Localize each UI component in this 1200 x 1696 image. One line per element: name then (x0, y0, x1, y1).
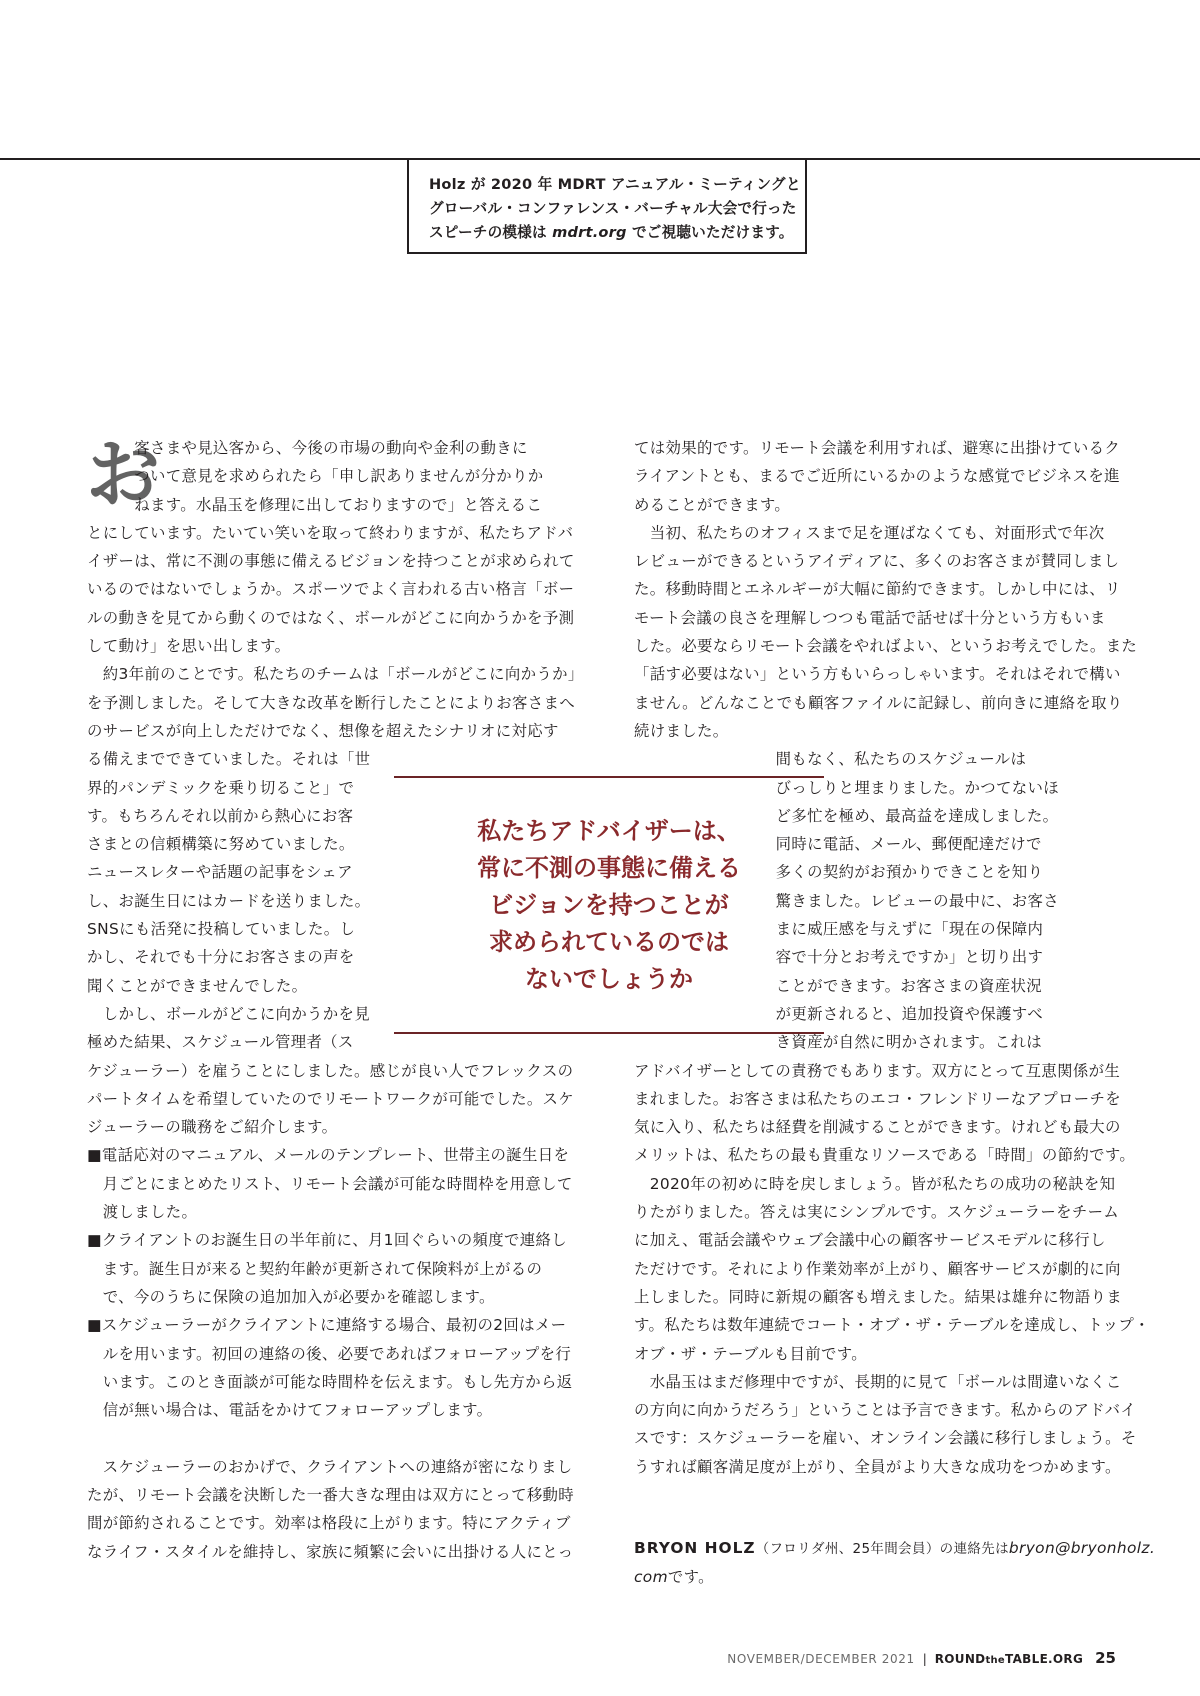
byline-suffix: です。 (667, 1568, 714, 1587)
body-text-line: 2020年の初めに時を戻しましょう。皆が私たちの成功の秘訣を知 (634, 1174, 1116, 1193)
page-number: 25 (1095, 1649, 1116, 1667)
body-text-line: ■電話応対のマニュアル、メールのテンプレート、世帯主の誕生日を (87, 1146, 570, 1165)
body-text-line: ついて意見を求められたら「申し訳ありませんが分かりか (87, 467, 544, 486)
author-email-part-1[interactable]: bryon@bryonholz. (1008, 1539, 1156, 1557)
body-text-line: とにしています。たいてい笑いを取って終わりますが、私たちアドバ (87, 523, 574, 542)
body-text-line: ねます。水晶玉を修理に出しておりますので」と答えるこ (87, 495, 543, 514)
body-text-line: 「話す必要はない」という方もいらっしゃいます。それはそれで構い (634, 665, 1121, 684)
issue-date: NOVEMBER/DECEMBER 2021 (727, 1652, 915, 1666)
body-text-line: き資産が自然に明かされます。これは (634, 1033, 1043, 1052)
body-text-line: ただけです。それにより作業効率が上がり、顧客サービスが劇的に向 (634, 1259, 1121, 1278)
body-text-line: SNSにも活発に投稿していました。し (87, 920, 356, 939)
body-text-line: す。私たちは数年連続でコート・オブ・ザ・テーブルを達成し、トップ・ (634, 1316, 1150, 1335)
body-text-line: オブ・ザ・テーブルも目前です。 (634, 1344, 868, 1363)
body-text-line: が更新されると、追加投資や保護すべ (634, 1004, 1043, 1023)
byline (634, 1534, 1154, 1592)
body-text-line: 多くの契約がお預かりできことを知り (634, 863, 1044, 882)
pull-quote-line: 常に不測の事態に備える (477, 853, 741, 882)
drop-cap: お (86, 432, 160, 518)
body-text-line: 続けました。 (634, 721, 729, 740)
body-text-line: 約3年前のことです。私たちのチームは「ボールがどこに向かうか」 (87, 665, 584, 684)
footer-separator: | (922, 1652, 927, 1666)
pull-quote-line: 求められているのでは (489, 927, 729, 956)
body-text-line: た。移動時間とエネルギーが大幅に節約できます。しかし中には、リ (634, 580, 1121, 599)
video-notice-box (407, 160, 807, 254)
body-text-line: 水晶玉はまだ修理中ですが、長期的に見て「ボールは間違いなくこ (634, 1372, 1122, 1391)
body-text-line: モート会議の良さを理解しつつも電話で話せば十分という方もいま (634, 608, 1106, 627)
body-text-line: のサービスが向上しただけでなく、想像を超えたシナリオに対応す (87, 721, 559, 740)
body-text-line: ルを用います。初回の連絡の後、必要であればフォローアップを行 (87, 1344, 572, 1363)
body-text-line: アドバイザーとしての責務でもあります。双方にとって互恵関係が生 (634, 1061, 1121, 1080)
body-text-line: ケジューラー）を雇うことにしました。感じが良い人でフレックスの (87, 1061, 574, 1080)
body-text-line: まれました。お客さまは私たちのエコ・フレンドリーなアプローチを (634, 1089, 1121, 1108)
body-text-line: なライフ・スタイルを維持し、家族に頻繁に会いに出掛ける人にとっ (87, 1542, 574, 1561)
body-text-line: うすれば顧客満足度が上がり、全員がより大きな成功をつかめます。 (634, 1457, 1121, 1476)
byline-line-1 (634, 1534, 1154, 1563)
body-text-line: びっしりと埋まりました。かつてないほ (634, 778, 1059, 797)
body-text-line: レビューができるというアイディアに、多くのお客さまが賛同しまし (634, 552, 1120, 571)
body-text-line: る備えまでできていました。それは「世 (87, 750, 371, 769)
body-text-line: して動け」を思い出します。 (87, 637, 291, 656)
body-text-line: ど多忙を極め、最高益を達成しました。 (634, 806, 1059, 825)
body-text-line: ■クライアントのお誕生日の半年前に、月1回ぐらいの頻度で連絡し (87, 1231, 567, 1250)
magazine-name-table: TABLE.ORG (1005, 1652, 1084, 1666)
body-text-line: ジューラーの職務をご紹介します。 (87, 1118, 338, 1137)
body-text-line: スケジューラーのおかげで、クライアントへの連絡が密になりまし (87, 1457, 573, 1476)
body-text-line: 間もなく、私たちのスケジュールは (634, 750, 1027, 769)
body-text-line: 当初、私たちのオフィスまで足を運ばなくても、対面形式で年次 (634, 523, 1105, 542)
body-text-line: かし、それでも十分にお客さまの声を (87, 948, 355, 967)
notice-line-1: Holz が 2020 年 MDRT アニュアル・ミーティングと (429, 176, 801, 193)
body-text-line: りたがりました。答えは実にシンプルです。スケジューラーをチーム (634, 1203, 1120, 1222)
body-text-line: 同時に電話、メール、郵便配達だけで (634, 835, 1042, 854)
author-email-part-2[interactable]: com (634, 1568, 668, 1587)
body-text-line: 極めた結果、スケジュール管理者（ス (87, 1033, 354, 1052)
pull-quote-line: ないでしょうか (525, 964, 693, 993)
body-text-line: ライアントとも、まるでご近所にいるかのような感覚でビジネスを進 (634, 467, 1120, 486)
page-footer (727, 1648, 1116, 1671)
body-text-line: パートタイムを希望していたのでリモートワークが可能でした。スケ (87, 1089, 575, 1108)
magazine-name-the: the (985, 1655, 1006, 1666)
body-text-line: まに威圧感を与えずに「現在の保障内 (634, 920, 1044, 939)
body-text-line: ては効果的です。リモート会議を利用すれば、避寒に出掛けているク (634, 439, 1121, 457)
body-text-line: ルの動きを見てから動くのではなく、ボールがどこに向かうかを予測 (87, 608, 575, 627)
body-text-line: 月ごとにまとめたリスト、リモート会議が可能な時間枠を用意して (87, 1174, 573, 1193)
magazine-name-round: ROUND (934, 1652, 986, 1666)
body-text-line: 上しました。同時に新規の顧客も増えました。結果は雄弁に物語りま (634, 1287, 1122, 1306)
notice-line-3-post: でご視聴いただけます。 (626, 224, 794, 241)
notice-url-link[interactable]: mdrt.org (552, 224, 627, 241)
body-text-line: 気に入り、私たちは経費を削減することができます。けれども最大の (634, 1118, 1121, 1137)
body-text-line: ことができます。お客さまの資産状況 (634, 976, 1043, 995)
body-text-line: 聞くことができませんでした。 (87, 976, 308, 995)
body-text-line: し、お誕生日にはカードを送りました。 (87, 891, 371, 910)
body-text-line: 容で十分とお考えですか」と切り出す (634, 948, 1044, 967)
byline-line-2 (634, 1563, 1154, 1591)
body-text-line: メリットは、私たちの最も貴重なリソースである「時間」の節約です。 (634, 1146, 1136, 1165)
body-text-line: 信が無い場合は、電話をかけてフォローアップします。 (87, 1401, 493, 1420)
notice-line-3-pre: スピーチの模様は (429, 224, 553, 241)
body-text-line: いるのではないでしょうか。スポーツでよく言われる古い格言「ボー (87, 580, 575, 599)
body-text-line: イザーは、常に不測の事態に備えるビジョンを持つことが求められて (87, 552, 575, 571)
author-detail: （フロリダ州、25年間会員）の連絡先は (755, 1541, 1009, 1557)
body-text-line: 客さまや見込客から、今後の市場の動向や金利の動きに (87, 439, 528, 457)
notice-line-3 (429, 221, 794, 245)
body-text-line: さまとの信頼構築に努めていました。 (87, 835, 355, 854)
body-text-line: で、今のうちに保険の追加加入が必要かを確認します。 (87, 1287, 495, 1306)
body-text-line: 界的パンデミックを乗り切ること」で (87, 778, 355, 797)
body-text-line: 驚きました。レビューの最中に、お客さ (634, 891, 1059, 910)
body-text-line: ません。どんなことでも顧客ファイルに記録し、前向きに連絡を取り (634, 693, 1123, 712)
body-text-line: 間が節約されることです。効率は格段に上がります。特にアクティブ (87, 1514, 571, 1533)
body-text-line (87, 1424, 587, 1452)
body-text-line: めることができます。 (634, 495, 791, 514)
pull-quote-line: ビジョンを持つことが (489, 890, 729, 919)
magazine-name (935, 1649, 1083, 1671)
pull-quote (394, 776, 824, 1034)
body-text-line: たが、リモート会議を決断した一番大きな理由は双方にとって移動時 (87, 1485, 575, 1504)
body-text-line: の方向に向かうだろう」ということは予言できます。私からのアドバイ (634, 1401, 1137, 1420)
body-text-line: います。このとき面談が可能な時間枠を伝えます。もし先方から返 (87, 1372, 573, 1391)
pull-quote-line: 私たちアドバイザーは、 (477, 816, 741, 845)
body-text-line: ます。誕生日が来ると契約年齢が更新されて保険料が上がるの (87, 1259, 543, 1278)
body-text-line: スです：スケジューラーを雇い、オンライン会議に移行しましょう。そ (634, 1429, 1137, 1448)
body-text-line: しかし、ボールがどこに向かうかを見 (87, 1004, 371, 1023)
body-text-line: に加え、電話会議やウェブ会議中心の顧客サービスモデルに移行し (634, 1231, 1106, 1250)
body-text-line: した。必要ならリモート会議をやればよい、というお考えでした。また (634, 637, 1138, 656)
body-text-line: 渡しました。 (87, 1203, 198, 1222)
body-text-line: ■スケジューラーがクライアントに連絡する場合、最初の2回はメー (87, 1316, 567, 1335)
body-text-line: す。もちろんそれ以前から熱心にお客 (87, 806, 354, 825)
notice-line-2: グローバル・コンファレンス・バーチャル大会で行った (429, 200, 797, 217)
body-text-line: を予測しました。そして大きな改革を断行したことによりお客さまへ (87, 693, 575, 712)
author-name: BRYON HOLZ (634, 1539, 756, 1557)
body-text-line: ニュースレターや話題の記事をシェア (87, 863, 353, 882)
